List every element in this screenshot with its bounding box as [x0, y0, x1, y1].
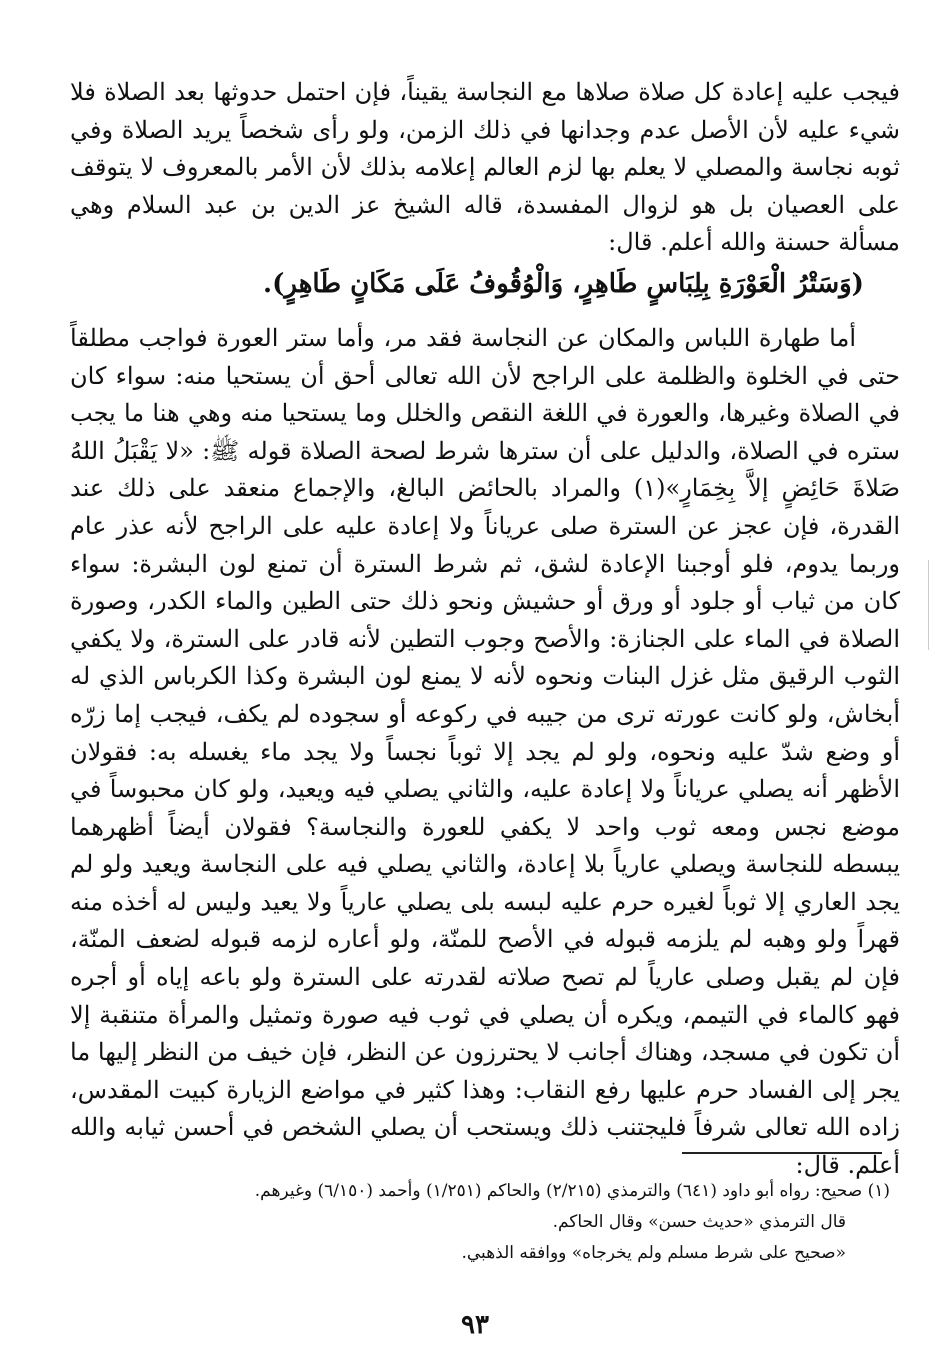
paragraph-prayer-impurity: فيجب عليه إعادة كل صلاة صلاها مع النجاسة يقيناً، فإن احتمل حدوثها بعد الصلاة فلا شيء عليه لأن الأصل عدم وجدانها في ذلك الزمن، ولو رأى شخصاً يريد الصلاة وفي ثوبه نجاسة والمصلي لا يعلم بها لزم العالم إعلامه بذلك لأن الأمر بالمعروف لا يتوقف على العصيان بل هو لزوال المفسدة، قاله الشيخ عز الدين بن عبد السلام وهي مسألة حسنة والله أعلم. قال:: [70, 78, 900, 257]
matn-verse: (وَسَتْرُ الْعَوْرَةِ بِلِبَاسٍ طَاهِرٍ، وَالْوُقُوفُ عَلَى مَكَانٍ طَاهِرٍ).: [263, 268, 864, 299]
footnote-1-continuation-2: «صحيح على شرط مسلم ولم يخرجاه» ووافقه الذهبي.: [461, 1243, 846, 1263]
scan-margin-mark: [928, 560, 931, 650]
footnote-1: (١) صحيح: رواه أبو داود (٦٤١) والترمذي (٢/٢١٥) والحاكم (١/٢٥١) وأحمد (٦/١٥٠) وغيرهم.: [254, 1181, 890, 1201]
main-text: [70, 74, 900, 1185]
footnote-divider: [682, 1152, 882, 1154]
footnotes: [120, 1176, 890, 1269]
page-number: ٩٣: [461, 1310, 489, 1340]
paragraph-covering-awrah: أما طهارة اللباس والمكان عن النجاسة فقد مر، وأما ستر العورة فواجب مطلقاً حتى في الخلوة والظلمة على الراجح لأن الله تعالى أحق أن يستحيا منه: سواء كان في الصلاة وغيرها، والعورة في اللغة النقص والخلل وما يستحيا منه وهي هنا ما يجب ستره في الصلاة، والدليل على أن سترها شرط لصحة الصلاة قوله ﷺ: «لا يَقْبَلُ اللهُ صَلاةَ حَائِضٍ إلاَّ بِخِمَارٍ»(١) والمراد بالحائض البالغ، والإجماع منعقد على ذلك عند القدرة، فإن عجز عن السترة صلى عرياناً ولا إعادة عليه على الراجح لأنه عذر عام وربما يدوم، فلو أوجبنا الإعادة لشق، ثم شرط السترة أن تمنع لون البشرة: سواء كان من ثياب أو جلود أو ورق أو حشيش ونحو ذلك حتى الطين والماء الكدر، وصورة الصلاة في الماء على الجنازة: والأصح وجوب التطين لأنه قادر على السترة، ولا يكفي الثوب الرقيق مثل غزل البنات ونحوه لأنه لا يمنع لون البشرة وكذا الكرباس الذي له أبخاش، ولو كانت عورته ترى من جيبه في ركوعه أو سجوده لم يكف، فيجب إما زرّه أو وضع شدّ عليه ونحوه، ولو لم يجد إلا ثوباً نجساً ولا يجد ماء يغسله به: فقولان الأظهر أنه يصلي عرياناً ولا إعادة عليه، والثاني يصلي فيه ويعيد، ولو كان محبوساً في موضع نجس ومعه ثوب واحد لا يكفي للعورة والنجاسة؟ فقولان أيضاً أظهرهما يبسطه للنجاسة ويصلي عارياً بلا إعادة، والثاني يصلي فيه على النجاسة ويعيد ولو لم يجد العاري إلا ثوباً لغيره حرم عليه لبسه بلى يصلي عارياً ولا يعيد وليس له أخذه منه قهراً ولو وهبه لم يلزمه قبوله في الأصح للمنّة، ولو أعاره لزمه قبوله لضعف المنّة، فإن لم يقبل وصلى عارياً لم تصح صلاته لقدرته على السترة ولو باعه إياه أو أجره فهو كالماء في التيمم، ويكره أن يصلي في ثوب فيه صورة وتمثيل والمرأة متنقبة إلا أن تكون في مسجد، وهناك أجانب لا يحترزون عن النظر، فإن خيف من النظر إليها ما يجر إلى الفساد حرم عليها رفع النقاب: وهذا كثير في مواضع الزيارة كبيت المقدس، زاده الله تعالى شرفاً فليجتنب ذلك ويستحب أن يصلي الشخص في أحسن ثيابه والله أعلم. قال:: [70, 323, 901, 1180]
footnote-1-continuation: قال الترمذي «حديث حسن» وقال الحاكم.: [552, 1212, 846, 1232]
